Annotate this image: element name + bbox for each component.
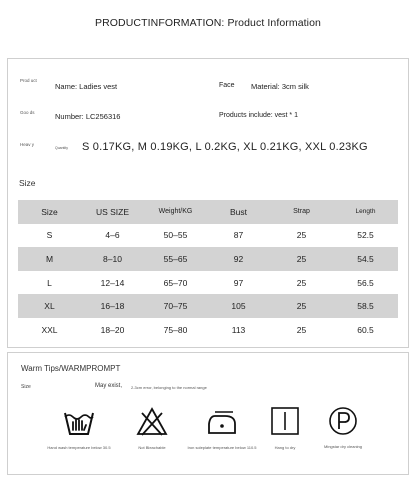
- material: Material: 3cm silk: [251, 82, 309, 91]
- goods-tag: Goo ds: [20, 110, 35, 115]
- col-us-size-header: US SIZE: [81, 200, 144, 224]
- table-cell: 25: [270, 294, 333, 318]
- table-cell: 50–55: [163, 230, 188, 241]
- table-cell: 65–70: [163, 277, 188, 288]
- care-label-iron: Iron soleplate temperature below 110.5: [187, 445, 257, 450]
- table-row: [18, 318, 398, 342]
- product-name: Name: Ladies vest: [55, 82, 118, 91]
- table-cell: 87: [233, 230, 244, 241]
- product-tag: Prod uct: [20, 78, 37, 83]
- table-cell: 25: [296, 324, 307, 335]
- table-cell: 113: [231, 324, 246, 335]
- table-cell: XXL: [41, 324, 58, 335]
- quantity-tag: Quantity: [55, 146, 69, 150]
- table-cell: 92: [207, 247, 270, 271]
- table-cell: 75–80: [163, 324, 188, 335]
- product-number: Number: LC256316: [55, 112, 121, 121]
- table-header-row: [18, 200, 398, 224]
- table-cell: XL: [18, 294, 81, 318]
- size-table: [18, 200, 398, 342]
- iron-low-temperature-icon: [205, 404, 239, 438]
- table-cell: 54.5: [333, 247, 398, 271]
- care-label-hand-wash: Hand wash temperature below 30.5: [47, 445, 111, 450]
- heavy-tag: Heav y: [20, 142, 35, 147]
- table-cell: 52.5: [357, 230, 374, 241]
- care-label-hang-dry: Hang to dry: [274, 445, 296, 450]
- dry-clean-p-icon: [326, 404, 360, 438]
- col-length-header: Length: [333, 200, 398, 224]
- table-cell: 55–65: [144, 247, 207, 271]
- table-cell: 8–10: [81, 247, 144, 271]
- products-include: Products include: vest * 1: [219, 112, 298, 119]
- care-label-no-bleach: Not Bleachable: [138, 445, 166, 450]
- table-cell: 18–20: [100, 324, 125, 335]
- table-cell: 16–18: [81, 294, 144, 318]
- col-bust-header: Bust: [207, 200, 270, 224]
- tips-note: 2-3cm error, belonging to the normal range: [131, 385, 207, 390]
- table-cell: 97: [233, 277, 244, 288]
- table-cell: 56.5: [357, 277, 374, 288]
- care-label-dry-clean: Mingstar dry cleaning: [323, 444, 363, 449]
- warm-tips-heading: Warm Tips/WARMPROMPT: [21, 364, 121, 373]
- table-row: [18, 294, 398, 318]
- hand-wash-icon: [62, 404, 96, 438]
- table-cell: S: [46, 230, 53, 241]
- hang-dry-icon: [268, 404, 302, 438]
- col-size-header: Size: [18, 200, 81, 224]
- tips-may-exist: May exist,: [95, 383, 123, 389]
- table-row: [18, 224, 398, 248]
- table-cell: 12–14: [100, 277, 125, 288]
- table-cell: 58.5: [333, 294, 398, 318]
- page-title: PRODUCTINFORMATION: Product Information: [95, 17, 321, 29]
- table-cell: 105: [207, 294, 270, 318]
- table-cell: 25: [270, 247, 333, 271]
- table-cell: M: [18, 247, 81, 271]
- weights-line: S 0.17KG, M 0.19KG, L 0.2KG, XL 0.21KG, XXL 0.23KG: [82, 141, 368, 153]
- face-label: Face: [219, 82, 235, 89]
- table-cell: 60.5: [357, 324, 374, 335]
- tips-size-label: Size: [21, 384, 31, 390]
- size-heading: Size: [19, 178, 36, 188]
- col-weight-header: Weight/KG: [144, 200, 207, 224]
- table-row: [18, 247, 398, 271]
- table-cell: 25: [296, 277, 307, 288]
- table-cell: 70–75: [144, 294, 207, 318]
- table-cell: L: [47, 277, 52, 288]
- table-cell: 4–6: [105, 230, 120, 241]
- no-bleach-icon: [135, 404, 169, 438]
- table-cell: 25: [296, 230, 307, 241]
- table-row: [18, 271, 398, 295]
- col-strap-header: Strap: [270, 200, 333, 224]
